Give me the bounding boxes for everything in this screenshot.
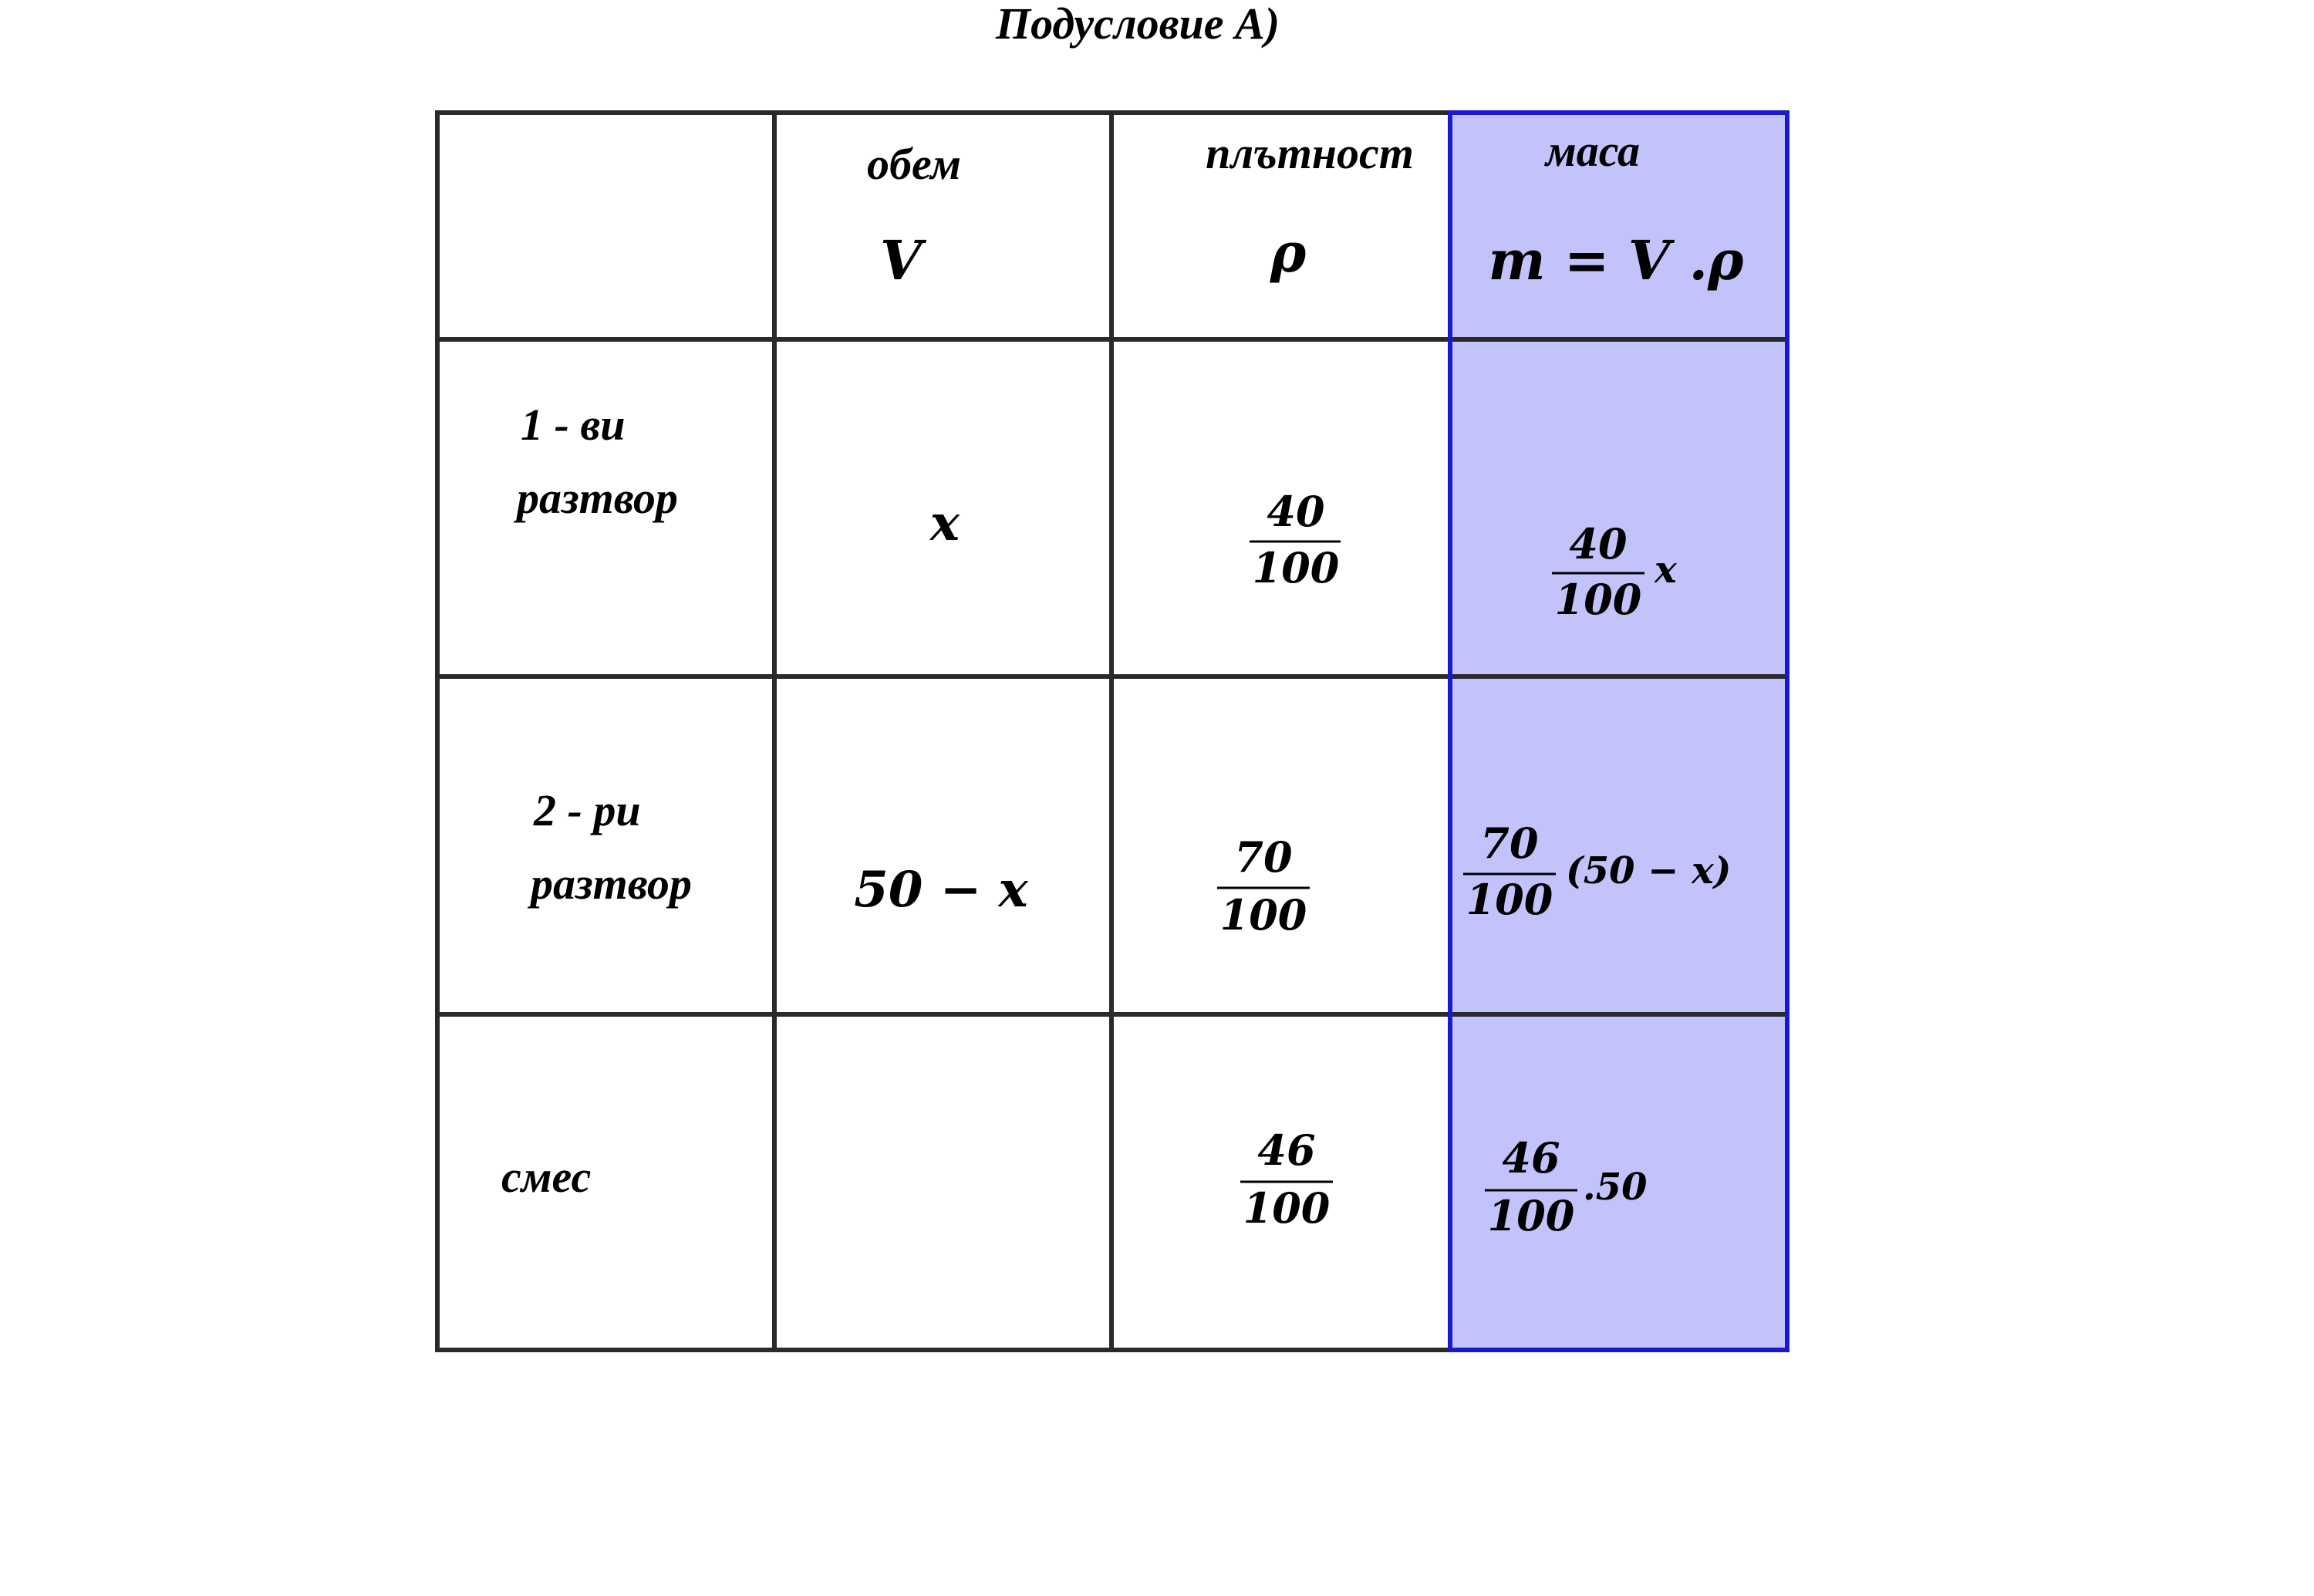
row-2-mass-suffix: (50 − x) — [1566, 849, 1732, 892]
header-mass-formula: m = V .ρ — [1488, 228, 1744, 292]
row-2-mass-denominator: 100 — [1466, 875, 1553, 924]
row-1-density-numerator: 40 — [1267, 487, 1325, 536]
mass-column-highlight — [1450, 113, 1787, 1350]
row-2-density-denominator: 100 — [1219, 890, 1307, 940]
header-density-symbol: ρ — [1270, 221, 1307, 285]
row-3-mass-numerator: 46 — [1502, 1133, 1560, 1183]
row-1-density-denominator: 100 — [1252, 543, 1340, 592]
header-mass-label: маса — [1546, 126, 1640, 176]
row-3-mass-suffix: .50 — [1583, 1166, 1648, 1209]
row-2-label-line1: 2 - ри — [534, 785, 641, 835]
header-volume-label: обем — [867, 139, 961, 189]
row-1-label-line1: 1 - ви — [521, 400, 626, 450]
row-1-mass-numerator: 40 — [1569, 519, 1628, 569]
header-volume-symbol: V — [879, 228, 923, 292]
row-3-density-numerator: 46 — [1257, 1125, 1316, 1175]
row-3-label: смес — [501, 1152, 592, 1202]
row-1-volume: x — [929, 494, 960, 552]
row-3-mass-denominator: 100 — [1487, 1191, 1575, 1240]
row-2-label-line2: разтвор — [531, 859, 692, 909]
page-title: Подусловие А) — [995, 0, 1280, 49]
row-3-density-denominator: 100 — [1243, 1183, 1331, 1233]
row-1-mass-suffix: x — [1655, 548, 1677, 592]
row-2-density-numerator: 70 — [1234, 832, 1293, 882]
row-1-label-line2: разтвор — [517, 473, 678, 523]
row-2-volume: 50 − x — [854, 861, 1028, 919]
row-2-mass-numerator: 70 — [1480, 818, 1539, 868]
row-1-mass-denominator: 100 — [1554, 575, 1642, 624]
header-density-label: плътност — [1206, 128, 1414, 178]
